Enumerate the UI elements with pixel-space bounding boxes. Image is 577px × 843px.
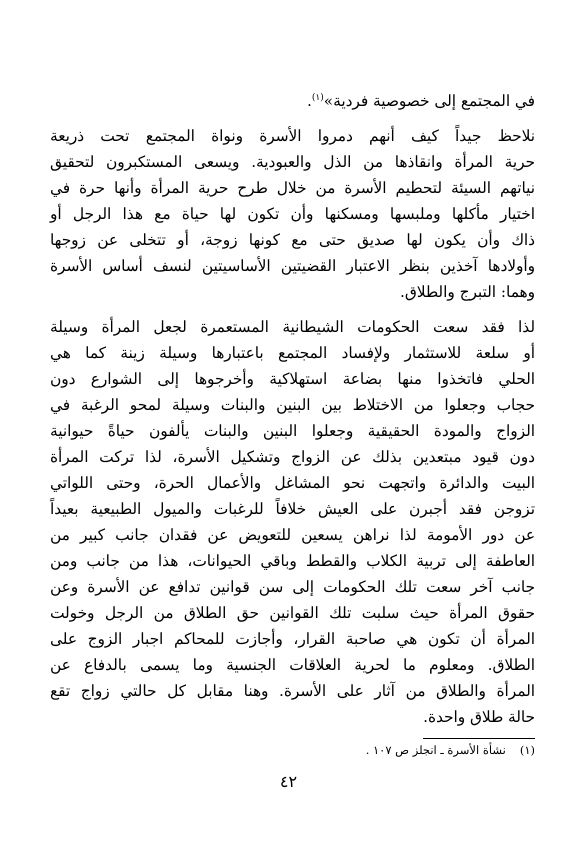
paragraph-2-line: وأولادها آخذين بنظر الاعتبار القضيتين الأساسيتين لنسف أساس الأسرة <box>50 257 535 275</box>
footnote-reference: (١) <box>311 92 324 103</box>
paragraph-2-line: ذاك وأن يكون لها صديق حتى مع كونها زوجة، أو تتخلى عن زوجها <box>50 231 535 249</box>
paragraph-3-line: تزوجن فقد أجبرن على العيش خلافاً للرغبات والميول الطبيعية بعيداً <box>50 500 535 518</box>
paragraph-2-line: حرية المرأة وانقاذها من الذل والعبودية. ويسعى المستكبرون لتحقيق <box>50 153 535 171</box>
paragraph-2-line: نلاحظ جيداً كيف أنهم دمروا الأسرة ونواة المجتمع تحت ذريعة <box>50 127 535 145</box>
paragraph-3-line: حجاب وجعلوا من الاختلاط بين البنين والبنات وسيلة لمحو الرغبة في <box>50 396 535 414</box>
paragraph-3-line: الحلي فاتخذوا منها بضاعة استهلاكية وأخرجوها إلى الشوارع دون <box>50 370 535 388</box>
paragraph-1-line <box>50 88 535 114</box>
paragraph-3-line: المرأة أن تكون هي صاحبة القرار، وأجازت للمحاكم اجبار الزوج على <box>50 630 535 648</box>
paragraph-3-line: لذا فقد سعت الحكومات الشيطانية المستعمرة لجعل المرأة وسيلة <box>50 318 535 336</box>
paragraph-1-end: . <box>307 92 312 110</box>
paragraph-2-line: اختيار مأكلها وملبسها ومسكنها وأن تكون لها حياة مع هذا الرجل أو <box>50 205 535 223</box>
paragraph-3-line: الزواج والمودة الحقيقية وجعلوا البنين والبنات يألفون حياةً حيوانية <box>50 422 535 440</box>
paragraph-3-line: حالة طلاق واحدة. <box>423 708 535 726</box>
paragraph-3-line: المرأة والطلاق من آثار على الأسرة. وهنا مقابل كل حالتي زواج تقع <box>50 682 535 700</box>
paragraph-3-line: حقوق المرأة حيث سلبت تلك القوانين حق الطلاق من الرجل وخولت <box>50 604 535 622</box>
page-number: ٤٢ <box>279 772 298 791</box>
paragraph-3-line: دون قيود مبتعدين بذلك عن الزواج وتشكيل الأسرة، لذا تركت المرأة <box>50 448 535 466</box>
footnote-mark: (١) <box>519 743 535 757</box>
paragraph-2-line: نياتهم السيئة لتحطيم الأسرة من خلال طرح حرية المرأة وأنها حرة في <box>50 179 535 197</box>
footnote-text: نشأة الأسرة ـ انجلز ص ١٠٧ . <box>365 743 506 757</box>
paragraph-3-line: عن دور الأمومة لذا نراهن يسعين للتعويض عن فقدان جانب كبير من <box>50 526 535 544</box>
paragraph-3-line: جانب آخر سعت تلك الحكومات إلى سن قوانين تدافع عن الأسرة وعن <box>50 578 535 596</box>
paragraph-3-line: البيت والدائرة واتجهت نحو المشاغل والأعمال الحرة، وحتى اللواتي <box>50 474 535 492</box>
paragraph-2-line: وهما: التبرج والطلاق. <box>400 283 535 301</box>
footnote-divider <box>423 738 535 739</box>
footnote <box>50 740 535 760</box>
paragraph-3-line: أو سلعة للاستثمار ولإفساد المجتمع باعتبارها وسيلة زينة كما هي <box>50 344 535 362</box>
paragraph-3-line: العاطفة إلى تربية الكلاب والقطط وباقي الحيوانات، هذا من جانب ومن <box>50 552 535 570</box>
paragraph-1-text: في المجتمع إلى خصوصية فردية» <box>323 92 535 110</box>
paragraph-3-line: الطلاق. ومعلوم ما لحرية العلاقات الجنسية وما يسمى بالدفاع عن <box>50 656 535 674</box>
